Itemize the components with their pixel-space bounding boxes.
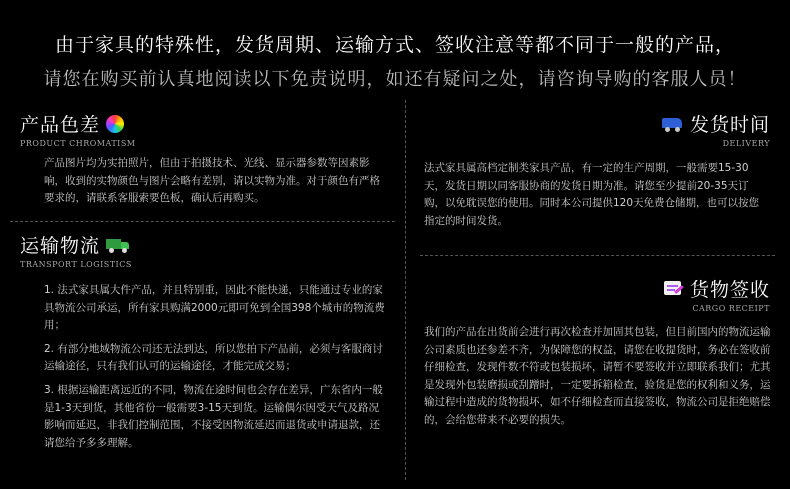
section-delivery-text xyxy=(424,160,769,230)
section-color-subtitle: PRODUCT CHROMATISM xyxy=(20,139,136,148)
section-transport-title xyxy=(20,231,132,269)
section-color-text xyxy=(44,155,389,208)
left-section-divider xyxy=(10,221,395,222)
transport-paragraph-2: 2. 有部分地域物流公司还无法到达，所以您拍下产品前，必须与客服商讨运输途径，只有我们认可的运输途径，才能完成交易； xyxy=(44,342,383,373)
section-receipt-heading: 货物签收 xyxy=(689,279,770,301)
section-receipt-subtitle: CARGO RECEIPT xyxy=(692,304,770,313)
section-transport-heading: 运输物流 xyxy=(20,235,101,257)
transport-paragraph-3: 3. 根据运输距离远近的不同，物流在途时间也会存在差异，广东省内一般是1-3天到货，其他省份一般需要3-15天到货。运输偶尔因受天气及路况影响而延迟，非我们控制范围，不接受因物流延迟而退货或申请退款，还请您给予多多理解。 xyxy=(44,383,383,449)
section-delivery-title xyxy=(662,110,770,148)
right-section-divider xyxy=(420,255,775,256)
transport-paragraph-1: 1. 法式家具属大件产品，并且特别重，因此不能快递，只能通过专业的家具物流公司承运，所有家具购满2000元即可免到全国398个城市的物流费用； xyxy=(44,284,385,332)
section-transport-text xyxy=(44,282,389,452)
section-color-title xyxy=(20,110,136,148)
truck-icon xyxy=(106,237,130,253)
headline-line-2: 请您在购买前认真地阅读以下免责说明，如还有疑问之处，请咨询导购的客服人员！ xyxy=(43,69,747,90)
color-paragraph: 产品图片均为实拍照片，但由于拍摄技术、光线、显示器参数等因素影响，收到的实物颜色与图片会略有差别，请以实物为准。对于颜色有严格要求的，请联系客服索要色板，确认后再购买。 xyxy=(44,157,380,205)
section-transport-subtitle: TRANSPORT LOGISTICS xyxy=(20,260,132,269)
vertical-divider xyxy=(405,100,406,480)
section-color-heading: 产品色差 xyxy=(20,114,101,136)
section-delivery-subtitle: DELIVERY xyxy=(722,139,770,148)
color-wheel-icon xyxy=(106,115,124,133)
receipt-icon xyxy=(662,280,684,298)
receipt-paragraph: 我们的产品在出货前会进行再次检查并加固其包装，但目前国内的物流运输公司素质也还参差不齐，为保障您的权益，请您在收提货时，务必在签收前仔细检查，发现件数不符或包装损坏，请暂不要签收并立即联系我们；尤其是发现外包装磨损或刮蹭时，一定要拆箱检查，验货是您的权利和义务，运输过程中造成的货物损坏，如不仔细检查而直接签收，物流公司是拒绝赔偿的，会给您带来不必要的损失。 xyxy=(424,326,771,426)
delivery-van-icon xyxy=(662,116,684,132)
section-receipt-text xyxy=(424,324,774,430)
section-receipt-title xyxy=(662,275,770,313)
delivery-paragraph: 法式家具属高档定制类家具产品，有一定的生产周期，一般需要15-30天，发货日期以同客服协商的发货日期为准。请您至少提前20-35天订购，以免耽误您的使用。同时本公司提供120天免费仓储期，也可以按您指定的时间发货。 xyxy=(424,162,760,227)
headline-line-1: 由于家具的特殊性，发货周期、运输方式、签收注意等都不同于一般的产品， xyxy=(54,34,735,56)
section-delivery-heading: 发货时间 xyxy=(689,114,770,136)
